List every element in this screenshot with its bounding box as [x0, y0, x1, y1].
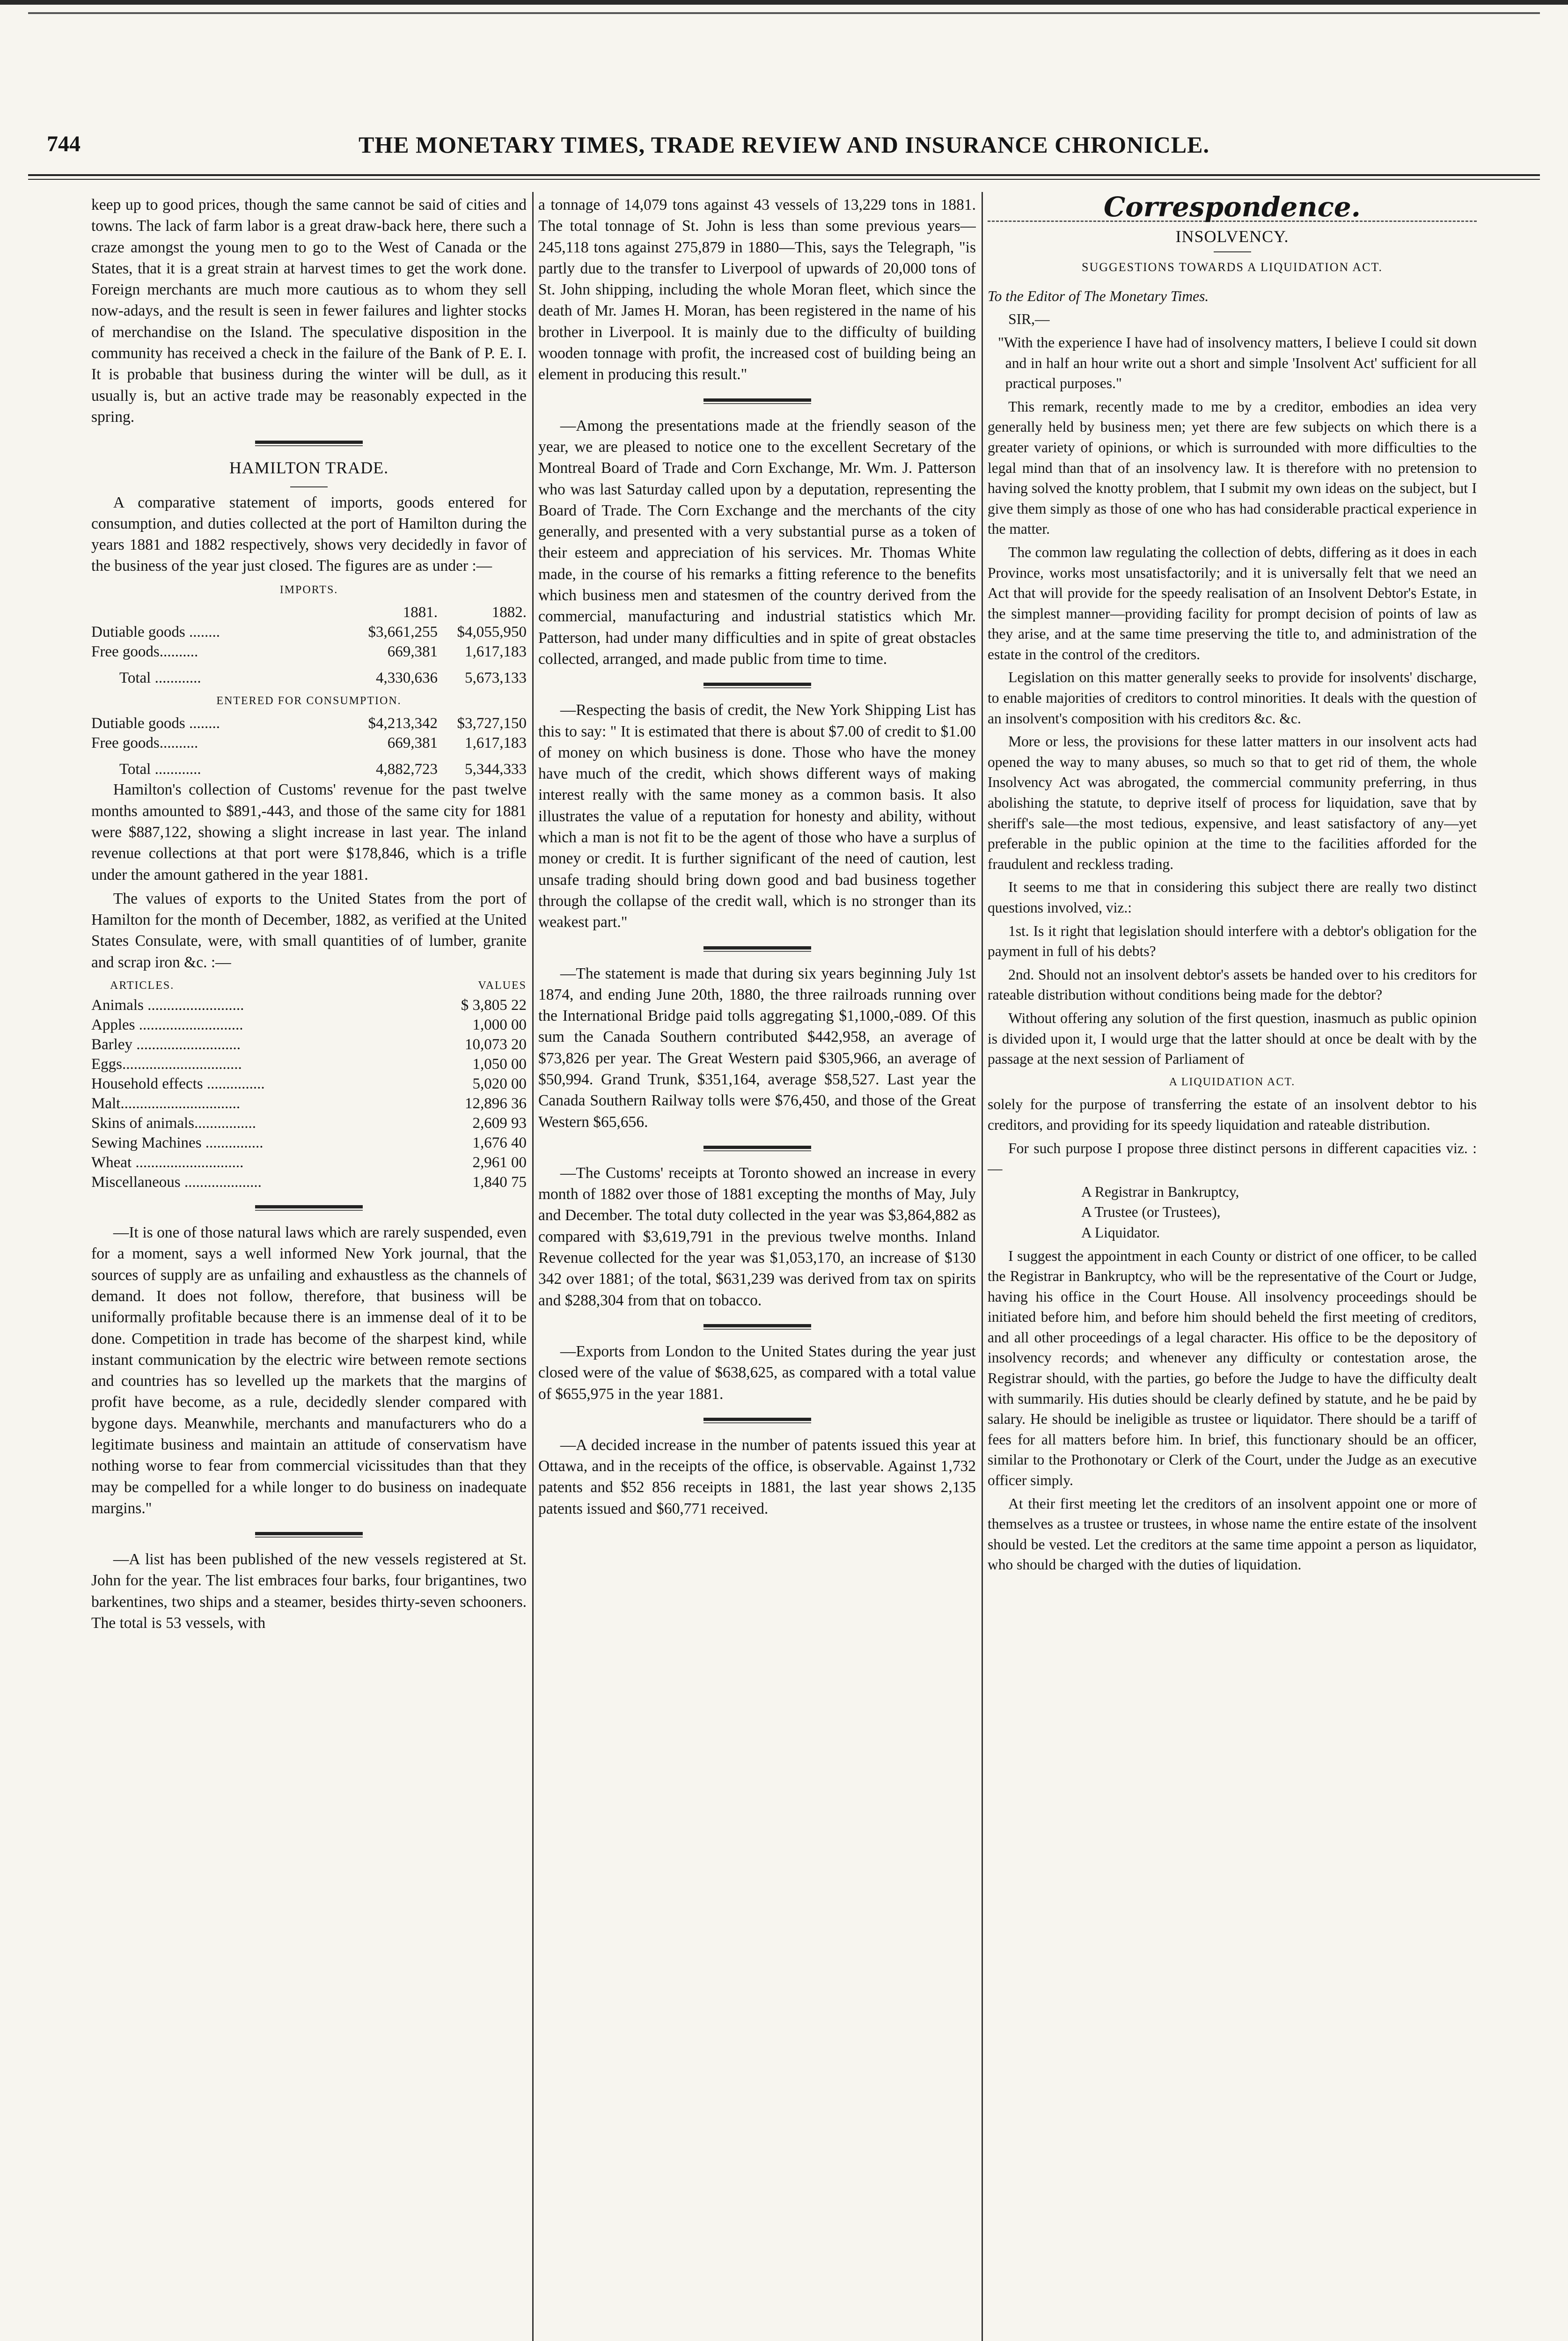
credit-paragraph: —Respecting the basis of credit, the New York Shipping List has this to say: " It is estimated that there is about $7.00 of credit to $1.00 of money on which business is done. Those who have the money have much of the credit, which shows different ways of making interest really with the same money as a common basis. It also illustrates the value of a reputation for honesty and ability, without which a man is not fit to be the agent of those who have a surplus of money or credit. It is further significant of the need of caution, lest unsafe trading should bring down good and bad business together through the collapse of the credit wall, which is no stronger than its weakest part." [538, 701, 976, 931]
opening-quote: "With the experience I have had of insolvency matters, I believe I could sit down and in half an hour write out a short and simple 'Insolvent Act' sufficient for all practical purposes." [998, 334, 1477, 392]
correspondence-heading: Correspondence. [1104, 194, 1361, 223]
short-rule [290, 486, 328, 487]
table-row: Free goods.......... 669,381 1,617,183 [91, 735, 527, 752]
table-row: Free goods.......... 669,381 1,617,183 [91, 643, 527, 661]
letter-paragraph: 2nd. Should not an insolvent debtor's assets be handed over to his creditors for rateable distribution without conditions being made for the debtor? [988, 966, 1477, 1003]
table-row: Apples ........................... 1,000 00 [91, 1016, 527, 1034]
year-1881: 1881. [403, 604, 438, 621]
section-separator [703, 1324, 811, 1330]
hamilton-trade-heading: HAMILTON TRADE. [229, 458, 389, 478]
letter-paragraph: At their first meeting let the creditors of an insolvent appoint one or more of themselves as a trustee or trustees, in whose name the entire estate of the insolvent should be vested. Let the creditors at the same time appoint a person as liquidator, who should be charged with the duties of liquidation. [988, 1495, 1477, 1573]
section-separator [703, 683, 811, 688]
articles-label: ARTICLES. [110, 979, 175, 992]
table-total-row: Total ............ 4,882,723 5,344,333 [119, 761, 527, 778]
column-divider-1 [532, 192, 534, 2341]
exports-paragraph: The values of exports to the United States from the port of Hamilton for the month of December, 1882, as verified at the United States Consulate, were, with small quantities of of lumber, granite and scrap iron &c. :— [91, 890, 527, 971]
letter-paragraph: More or less, the provisions for these latter matters in our insolvent acts had opened the way to many abuses, so much so that to get rid of them, the whole Insolvency Act was abrogated, the commercial community preferring, in thus abolishing the statute, to deprive itself of process for liquidation, save that by sheriff's sale—the most tedious, expensive, and least satisfactory of any—yet preferable in the public opinion at the time to the facilities afforded for the fraudulent and reckless trading. [988, 733, 1477, 872]
salutation: SIR,— [1008, 311, 1050, 328]
table-row: Skins of animals................ 2,609 93 [91, 1115, 527, 1132]
natural-laws-paragraph: —It is one of those natural laws which are rarely suspended, even for a moment, says a well informed New York journal, that the sources of supply are as unfailing and exhaustless as the channels of demand. It does not follow, therefore, that business will be uniformally profitable because there is an immense deal of it to be done. Competition in trade has become of the sharpest kind, while instant communication by the electric wire between remote sections and countries has so levelled up the markets that the margins of profit have become, as a rule, decidedly slender compared with bygone days. Meanwhile, merchants and manufacturers who do a legitimate business and maintain an attitude of conservatism have nothing worse to fear from commercial vicissitudes than that they may be compelled for a while longer to do business on inadequate margins." [91, 1224, 527, 1517]
column-2 [538, 194, 976, 1522]
header-rule [28, 174, 1540, 176]
column-3 [988, 194, 1477, 1578]
letter-paragraph: This remark, recently made to me by a creditor, embodies an idea very generally held by business men; yet there are few subjects on which there is a greater variety of opinions, or which is surrounded with more difficulties to the legal mind than that of an insolvency law. It is therefore with no pretension to having solved the knotty problem, that I submit my own ideas on the subject, but I give them simply as those of one who has had considerable practical experience in the matter. [988, 398, 1477, 537]
table-row: Sewing Machines ............... 1,676 40 [91, 1134, 527, 1152]
to-editor-line: To the Editor of The Monetary Times. [988, 287, 1209, 304]
consumption-table [91, 714, 527, 779]
table-row: Miscellaneous .................... 1,840 75 [91, 1174, 527, 1191]
letter-paragraph: Without offering any solution of the first question, inasmuch as public opinion is divided upon it, I would urge that the latter should at once be dealt with by the passage at the next session of Parliament of [988, 1009, 1477, 1067]
liquidation-act-label: A LIQUIDATION ACT. [1169, 1075, 1296, 1088]
section-separator [255, 1532, 363, 1538]
customs-toronto-paragraph: —The Customs' receipts at Toronto showed an increase in every month of 1882 over those of 1881 excepting the months of May, July and December. The total duty collected in the year was $3,864,882 as compared with $3,619,791 in the previous twelve months. Inland Revenue collected for the year was $1,053,170, an increase of $130 342 over 1881; of the total, $631,239 was derived from tax on spirits and $288,304 from that on tobacco. [538, 1164, 976, 1309]
list-item: A Registrar in Bankruptcy, [1081, 1183, 1239, 1200]
london-exports-paragraph: —Exports from London to the United States during the year just closed were of the value of $638,625, as compared with a total value of $655,975 in the year 1881. [538, 1342, 976, 1403]
customs-revenue-paragraph: Hamilton's collection of Customs' revenue for the past twelve months amounted to $891,-443, and those of the same city for 1881 were $887,122, showing a slight increase in last year. The inland revenue collections at that port were $178,846, which is a trifle under the amount gathered in the year 1881. [91, 781, 527, 883]
insolvency-subtitle: SUGGESTIONS TOWARDS A LIQUIDATION ACT. [1082, 260, 1383, 274]
section-separator [255, 1205, 363, 1211]
top-edge-rule-thin [28, 12, 1540, 14]
hamilton-intro: A comparative statement of imports, goods entered for consumption, and duties collected at the port of Hamilton during the years 1881 and 1882 respectively, shows very decidedly in favor of the business of the year just closed. The figures are as under :— [91, 493, 527, 575]
presentations-paragraph: —Among the presentations made at the friendly season of the year, we are pleased to notice one to the excellent Secretary of the Montreal Board of Trade and Corn Exchange, Mr. Wm. J. Patterson who was last Saturday called upon by a deputation, representing the Board of Trade. The Corn Exchange and the merchants of the city generally, and presented with a very substantial purse as a token of their esteem and appreciation of his services. Mr. Thomas White made, in the course of his remarks a fitting reference to the benefits which business men and statesmen of the country derived from the commercial, manufacturing and industrial statistics which Mr. Patterson, had under many difficulties and in spite of great obstacles collected, arranged, and made public from time to time. [538, 417, 976, 668]
letter-paragraph: It seems to me that in considering this subject there are really two distinct questions involved, viz.: [988, 879, 1477, 916]
exports-table [91, 976, 527, 1192]
short-rule [1214, 251, 1251, 252]
letter-paragraph: Legislation on this matter generally seeks to provide for insolvents' discharge, to enable majorities of creditors to control minorities. It deals with the question of an insolvent's composition with his creditors &c. &c. [988, 669, 1477, 727]
list-item: A Trustee (or Trustees), [1081, 1204, 1221, 1221]
table-row: Household effects ............... 5,020 00 [91, 1075, 527, 1093]
letter-paragraph: For such purpose I propose three distinct persons in different capacities viz. :— [988, 1140, 1477, 1177]
letter-paragraph: 1st. Is it right that legislation should interfere with a debtor's obligation for the payment in full of his debts? [988, 922, 1477, 960]
table-row: Malt............................... 12,896 36 [91, 1095, 527, 1112]
page-number: 744 [47, 132, 81, 156]
table-row: Dutiable goods ........ $3,661,255 $4,055,950 [91, 624, 527, 641]
letter-paragraph: The common law regulating the collection of debts, differing as it does in each Province, works most unsatisfactorily; and it is universally felt that we need an Act that will provide for the speedy realisation of an Insolvent Debtor's Estate, in the simplest manner—providing facility for prompt decision of points of law as they arise, and at the same time preserving the title to, and administration of the estate in the control of the creditors. [988, 544, 1477, 663]
column-divider-2 [982, 192, 983, 2341]
railroads-paragraph: —The statement is made that during six years beginning July 1st 1874, and ending June 20th, 1880, the three railroads running over the International Bridge paid tolls aggregating $1,1000,-089. Of this sum the Canada Southern contributed $442,958, an average of $73,826 per year. The Great Western paid $305,966, an average of $50,994. Grand Trunk, $351,164, average $58,527. Last year the Canada Southern Railway tolls were $76,450, and those of the Great Western $65,656. [538, 964, 976, 1131]
letter-paragraph: solely for the purpose of transferring the estate of an insolvent debtor to his creditors, and providing for its speedy liquidation and rateable distribution. [988, 1096, 1477, 1133]
vessels-paragraph: —A list has been published of the new vessels registered at St. John for the year. The list embraces four barks, four brigantines, two barkentines, two ships and a steamer, besides thirty-seven schooners. The total is 53 vessels, with [91, 1551, 527, 1632]
year-1882: 1882. [491, 604, 527, 621]
vessels-continuation: a tonnage of 14,079 tons against 43 vessels of 13,229 tons in 1881. The total tonnage of St. John is less than some previous years—245,118 tons against 275,879 in 1880—This, says the Telegraph, "is partly due to the transfer to Liverpool of upwards of 20,000 tons of St. John shipping, including the whole Moran fleet, which since the death of Mr. James H. Moran, has been registered in the name of his brother in Liverpool. It is mainly due to the difficulty of building wooden tonnage with profit, the increased cost of building being an element in producing this result." [538, 196, 976, 383]
table-row: Barley ........................... 10,073 20 [91, 1036, 527, 1053]
list-item: A Liquidator. [1081, 1224, 1160, 1241]
patents-paragraph: —A decided increase in the number of patents issued this year at Ottawa, and in the receipts of the office, is observable. Against 1,732 patents and $52 856 receipts in 1881, the last year shows 2,135 patents issued and $60,771 received. [538, 1436, 976, 1517]
table-row: Eggs............................... 1,050 00 [91, 1056, 527, 1073]
table-total-row: Total ............ 4,330,636 5,673,133 [119, 670, 527, 687]
insolvency-title: INSOLVENCY. [1175, 227, 1289, 246]
section-separator [255, 441, 363, 446]
consumption-label: ENTERED FOR CONSUMPTION. [216, 695, 402, 707]
imports-table [91, 603, 527, 688]
section-separator [703, 1146, 811, 1151]
table-row: Dutiable goods ........ $4,213,342 $3,727,150 [91, 715, 527, 732]
header-rule-thin [28, 179, 1540, 180]
letter-paragraph: I suggest the appointment in each County or district of one officer, to be called the Registrar in Bankruptcy, who will be the representative of the Court or Judge, having his office in the Court House. All insolvency proceedings should be initiated before him, and before him should beheld the first meeting of creditors, and all other proceedings of a legal character. His office to be the depository of insolvency records; and whenever any difficulty or contestation arose, the Registrar should, with the parties, go before the Judge to have the difficulty dealt with summarily. His duties should be clearly defined by statute, and he be paid by salary. He should be ineligible as trustee or liquidator. There should be a tariff of fees for all matters before him. In brief, this functionary should be an officer, similar to the Prothonotary or Clerk of the Court, under the Judge as an executive officer simply. [988, 1247, 1477, 1489]
values-label: VALUES [478, 979, 527, 992]
section-separator [703, 946, 811, 952]
table-row: Animals ......................... $ 3,805 22 [91, 997, 527, 1014]
page-header [28, 126, 1540, 164]
column-1 [91, 194, 527, 1636]
section-separator [703, 1418, 811, 1423]
imports-label: IMPORTS. [279, 583, 338, 596]
section-separator [703, 398, 811, 404]
masthead-title: THE MONETARY TIMES, TRADE REVIEW AND INSURANCE CHRONICLE. [358, 132, 1210, 158]
article-continuation: keep up to good prices, though the same cannot be said of cities and towns. The lack of farm labor is a great draw-back here, there such a craze amongst the young men to go to the West of Canada or the States, that it is a great strain at harvest times to get the work done. Foreign merchants are much more cautious as to whom they sell now-adays, and the result is seen in fewer failures and lighter stocks of merchandise on the Island. The speculative disposition in the community has received a check in the failure of the Bank of P. E. I. It is probable that business during the winter will be dull, as it usually is, but an active trade may be reasonably expected in the spring. [91, 196, 527, 426]
table-row: Wheat ............................ 2,961 00 [91, 1154, 527, 1171]
top-edge-rule [0, 0, 1568, 5]
